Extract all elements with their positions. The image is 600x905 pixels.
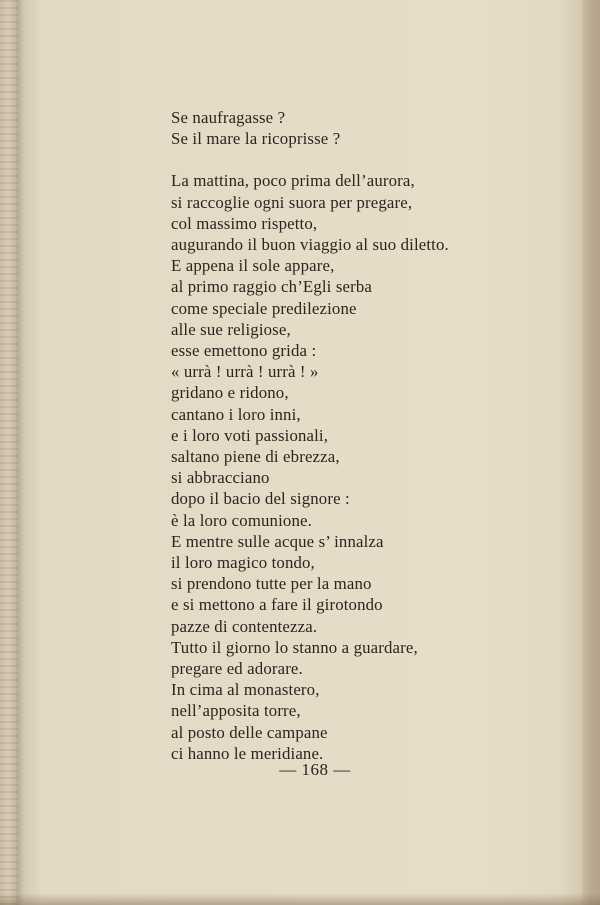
- poem-line: al primo raggio ch’Egli serba: [171, 277, 372, 297]
- poem-line: Tutto il giorno lo stanno a guardare,: [171, 637, 418, 657]
- poem-line: La mattina, poco prima dell’aurora,: [171, 171, 415, 191]
- poem-line: pazze di contentezza.: [171, 616, 318, 636]
- poem-line: « urrà ! urrà ! urrà ! »: [171, 362, 319, 382]
- poem-line: si abbracciano: [171, 468, 270, 488]
- poem-line: cantano i loro inni,: [171, 404, 301, 424]
- poem-line: saltano piene di ebrezza,: [171, 447, 340, 467]
- poem-line: pregare ed adorare.: [171, 659, 303, 679]
- poem-line: si raccoglie ogni suora per pregare,: [171, 192, 413, 212]
- poem-line: come speciale predilezione: [171, 298, 357, 318]
- poem-line: dopo il bacio del signore :: [171, 489, 350, 509]
- stanza-1: [171, 107, 571, 149]
- poem-text: [171, 107, 571, 764]
- poem-line: alle sue religiose,: [171, 319, 291, 339]
- poem-line: nell’apposita torre,: [171, 701, 301, 721]
- stanza-2: [171, 170, 571, 764]
- poem-line: Se naufragasse ?: [171, 108, 286, 127]
- poem-line: col massimo rispetto,: [171, 213, 318, 233]
- poem-line: E mentre sulle acque s’ innalza: [171, 531, 384, 551]
- poem-line: augurando il buon viaggio al suo diletto.: [171, 235, 449, 255]
- poem-line: ci hanno le meridiane.: [171, 743, 324, 763]
- poem-line: al posto delle campane: [171, 722, 328, 742]
- poem-line: è la loro comunione.: [171, 510, 312, 530]
- poem-line: Se il mare la ricoprisse ?: [171, 129, 341, 149]
- poem-line: il loro magico tondo,: [171, 553, 315, 573]
- poem-line: e i loro voti passionali,: [171, 425, 329, 445]
- poem-line: esse emettono grida :: [171, 341, 317, 361]
- page-number: — 168 —: [279, 760, 351, 779]
- poem-line: E appena il sole appare,: [171, 256, 335, 276]
- poem-line: In cima al monastero,: [171, 680, 320, 700]
- poem-line: gridano e ridono,: [171, 383, 289, 403]
- poem-line: e si mettono a fare il girotondo: [171, 595, 383, 615]
- page-bottom-edge: [0, 893, 600, 905]
- poem-line: si prendono tutte per la mano: [171, 574, 372, 594]
